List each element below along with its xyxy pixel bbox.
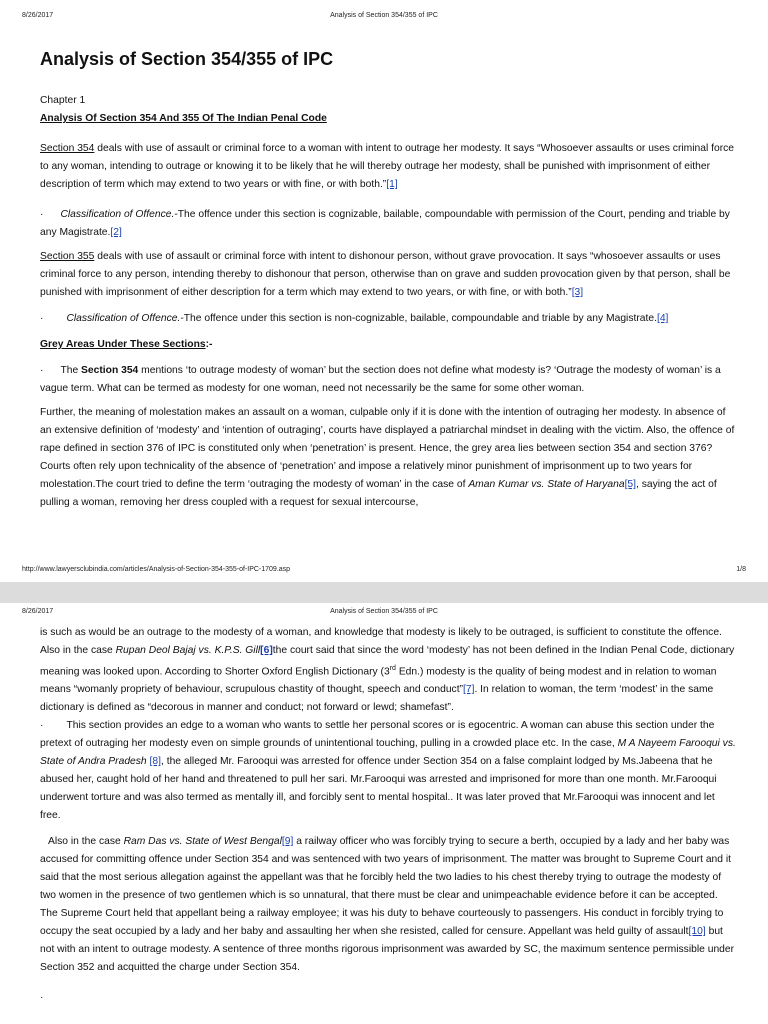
section-354-link[interactable]: Section 354 bbox=[40, 143, 95, 154]
paragraph-section-354: Section 354 deals with use of assault or criminal force to a woman with intent to outrage her modesty. It says “Whosoever assaults or uses criminal force to any woman, intending to outrage or knowing it to be likely that he will thereby outrage her modesty, shall be punished with imprisonment of either description of term which may extend to two years or with fine, or with both.”[1] bbox=[40, 143, 735, 190]
section-355-link[interactable]: Section 355 bbox=[40, 251, 95, 262]
case-aman-kumar: Aman Kumar vs. State of Haryana bbox=[468, 479, 625, 490]
chapter-subtitle: Analysis Of Section 354 And 355 Of The Indian Penal Code bbox=[40, 113, 327, 124]
footer-page-number: 1/8 bbox=[736, 566, 746, 573]
header-title: Analysis of Section 354/355 of IPC bbox=[330, 608, 438, 615]
page-1-content bbox=[40, 46, 738, 512]
footnote-link-10[interactable]: [10] bbox=[688, 926, 706, 938]
bullet-modesty-definition: · The Section 354 mentions ‘to outrage modesty of woman’ but the section does not define what modesty is? ‘Outrage the modesty of woman’ is a vague term. What can be termed as modesty for one woman, need not necessarily be the same for some other woman. bbox=[40, 365, 721, 394]
document-title: Analysis of Section 354/355 of IPC bbox=[40, 49, 334, 69]
paragraph-supreme-court: The Supreme Court held that appellant being a railway employee; it was his duty to behave courteously to passengers. His conduct in forcibly trying to occupy the seat occupied by a lady and her baby and assaulting her when she resisted, called for censure. Appellant was held guilty of assault[10] but not with an intent to outrage modesty. A sentence of three months rigorous imprisonment was awarded by SC, the maximum sentence permissible under Section 352 and acquitted the charge under Section 354. bbox=[40, 908, 735, 974]
trailing-bullet: · bbox=[40, 992, 44, 1004]
case-ram-das: Ram Das vs. State of West Bengal bbox=[123, 836, 282, 848]
paragraph-ram-das: Also in the case Ram Das vs. State of West Bengal[9] a railway officer who was forcibly trying to secure a berth, occupied by a lady and her baby was accused for committing offence under Section 354 and was sentenced with two years of imprisonment. The matter was brought to Supreme Court and it said that the most serious allegation against the appellant was that he forcibly held the two ladies to his chest thereby trying to outrage the modesty of two women in the presence of two gentlemen which is so unnatural, that there must be clear and unimpeachable evidence before it can be accepted. bbox=[40, 836, 732, 902]
footnote-link-6[interactable]: [6] bbox=[260, 645, 273, 656]
footnote-link-8[interactable]: [8] bbox=[149, 756, 161, 768]
chapter-label: Chapter 1 bbox=[40, 95, 86, 106]
paragraph-modesty-meaning: is such as would be an outrage to the modesty of a woman, and knowledge that modesty is likely to be outraged, is sufficient to constitute the offence. Also in the case Rupan Deol Bajaj vs. K.P.S. Gill[6]the court said that since the word ‘modesty’ has not been defined in the Indian Penal Code, dictionary meaning was looked upon. According to Shorter Oxford English Dictionary (3rd Edn.) modesty is the quality of being modest and in relation to woman means “womanly propriety of behaviour, scrupulous chastity of thought, speech and conduct”[7]. In relation to woman, the term ‘modest’ in the same dictionary is defined as “decorous in manner and conduct; not forward or lewd; shamefast”. bbox=[40, 627, 735, 714]
footnote-link-3[interactable]: [3] bbox=[571, 287, 584, 298]
paragraph-molestation: Further, the meaning of molestation makes an assault on a woman, culpable only if it is done with the intention of outraging her modesty. In absence of an extensive definition of ‘modesty’ and ‘intention of outraging’, courts have displayed a patriarchal mindset in dealing with the victim. Also, the offence of rape defined in section 376 of IPC is constituted only when ‘penetration’ is present. Hence, the grey area lies between section 354 and section 376? Courts often rely upon technicality of the absence of ‘penetration’ and impose a relatively minor punishment of imprisonment up to two years for molestation.The court tried to define the term ‘outraging the modesty of woman’ in the case of Aman Kumar vs. State of Haryana[5], saying the act of pulling a woman, removing her dress coupled with a request for sexual intercourse, bbox=[40, 407, 735, 508]
footnote-link-2[interactable]: [2] bbox=[110, 227, 122, 238]
grey-areas-heading: Grey Areas Under These Sections:- bbox=[40, 339, 213, 350]
page-header bbox=[0, 12, 768, 22]
pdf-page-2 bbox=[0, 603, 768, 1024]
header-title: Analysis of Section 354/355 of IPC bbox=[330, 12, 438, 19]
page-footer bbox=[0, 566, 768, 576]
paragraph-section-355: Section 355 deals with use of assault or criminal force with intent to dishonour person, without grave provocation. It says “whosoever assaults or uses criminal force to any person, intending thereby to dishonour that person, otherwise than on grave and sudden provocation given by that person, shall be punished with imprisonment of either description for a term which may extend to two years, or with fine, or with both.”[3] bbox=[40, 251, 731, 298]
footnote-link-7[interactable]: [7] bbox=[462, 684, 475, 696]
footer-url: http://www.lawyersclubindia.com/articles/Analysis-of-Section-354-355-of-IPC-1709.asp bbox=[22, 566, 291, 573]
page-header bbox=[0, 608, 768, 618]
header-date: 8/26/2017 bbox=[22, 608, 54, 615]
footnote-link-4[interactable]: [4] bbox=[656, 313, 669, 324]
page-2-content bbox=[40, 624, 738, 1007]
case-nayeem-farooqui: M A Nayeem Farooqui vs. State of Andra Pradesh bbox=[40, 738, 736, 768]
footnote-link-1[interactable]: [1] bbox=[386, 179, 398, 190]
bullet-misuse: · This section provides an edge to a woman who wants to settle her personal scores or is egocentric. A woman can abuse this section under the pretext of outraging her modesty even on simple grounds of unintentional touching, pulling in a crowded place etc. In the case, M A Nayeem Farooqui vs. State of Andra Pradesh [8], the alleged Mr. Farooqui was arrested for offence under Section 354 on a false complaint lodged by Ms.Jabeena that he abused her, caught hold of her hand and threatened to pull her sari. Mr.Farooqui was arrested and imprisoned for more than one month. Mr.Farooqui underwent torture and was also termed as mentally ill, and forcibly sent to mental hospital.. It was later proved that Mr.Farooqui was innocent and let free. bbox=[40, 720, 736, 822]
case-rupan-deol-bajaj: Rupan Deol Bajaj vs. K.P.S. Gill bbox=[115, 645, 261, 656]
bullet-classification-355: · Classification of Offence.-The offence under this section is non-cognizable, bailable, compoundable and triable by any Magistrate.[4] bbox=[40, 313, 669, 324]
footnote-link-9[interactable]: [9] bbox=[281, 836, 294, 848]
header-date: 8/26/2017 bbox=[22, 12, 54, 19]
footnote-link-5[interactable]: [5] bbox=[624, 479, 637, 490]
bullet-classification-354: · Classification of Offence.-The offence under this section is cognizable, bailable, compoundable with permission of the Court, pending and triable by any Magistrate.[2] bbox=[40, 209, 730, 238]
